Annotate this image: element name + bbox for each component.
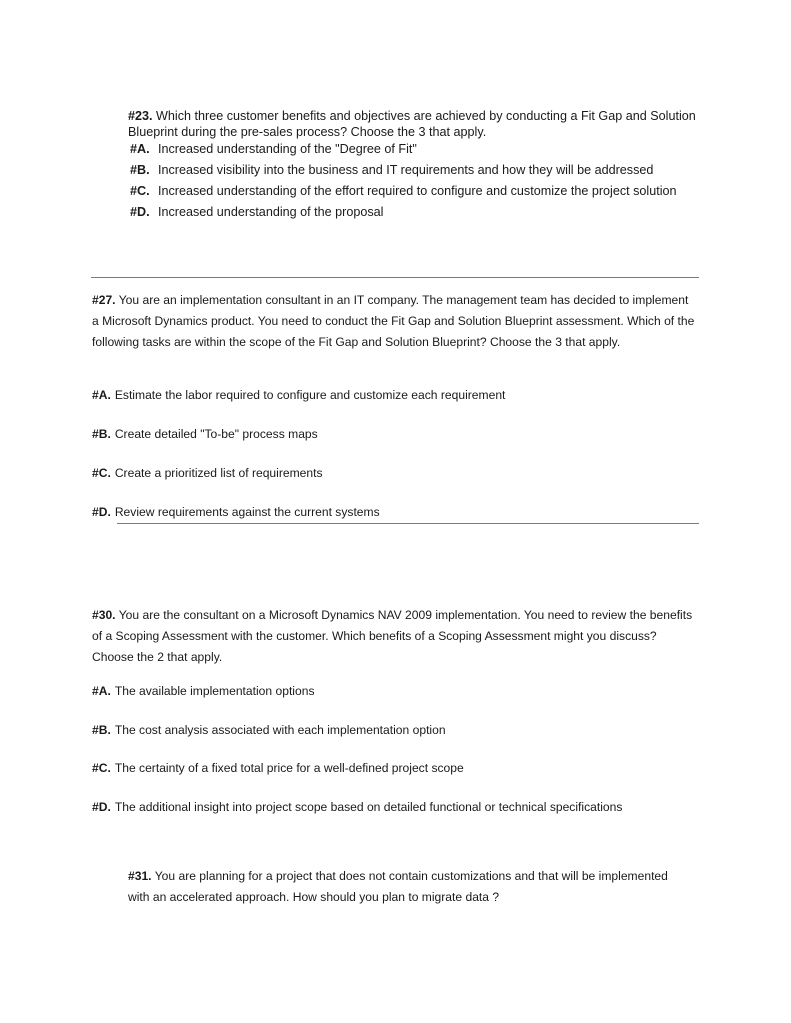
option-key: #B. (92, 427, 111, 441)
question-stem (92, 290, 698, 353)
option-text: The cost analysis associated with each implementation option (114, 723, 446, 737)
question-23 (128, 108, 698, 220)
question-stem (128, 866, 668, 908)
question-stem (128, 108, 698, 140)
option-key: #B. (130, 163, 150, 177)
option-b (92, 426, 318, 442)
option-text: The available implementation options (114, 684, 315, 698)
option-text: Review requirements against the current systems (114, 505, 380, 519)
option-key: #D. (92, 505, 111, 519)
option-c (92, 760, 464, 776)
option-text: Increased understanding of the effort required to configure and customize the project solution (158, 184, 677, 198)
option-c (92, 465, 323, 481)
option-a (128, 141, 698, 157)
question-text: You are the consultant on a Microsoft Dynamics NAV 2009 implementation. You need to review the benefits of a Scoping Assessment with the customer. Which benefits of a Scoping Assessment might you discuss? Choose the 2 that apply. (92, 608, 693, 664)
question-number: #31. (128, 869, 152, 883)
question-number: #23. (128, 109, 153, 123)
option-a (92, 387, 505, 403)
option-key: #C. (92, 761, 111, 775)
question-number: #27. (92, 293, 116, 307)
option-d (92, 504, 380, 520)
question-stem (92, 605, 698, 668)
option-key: #D. (130, 205, 150, 219)
option-b (128, 162, 698, 178)
question-30 (92, 605, 698, 820)
option-key: #A. (92, 388, 111, 402)
option-a (92, 683, 315, 699)
option-d (92, 799, 622, 815)
option-key: #A. (92, 684, 111, 698)
option-b (92, 722, 446, 738)
option-text: The additional insight into project scope based on detailed functional or technical specifications (114, 800, 623, 814)
option-key: #C. (92, 466, 111, 480)
option-c (128, 183, 698, 199)
option-key: #B. (92, 723, 111, 737)
option-text: Estimate the labor required to configure and customize each requirement (114, 388, 506, 402)
option-text: Increased understanding of the proposal (158, 205, 384, 219)
question-number: #30. (92, 608, 116, 622)
divider (91, 277, 699, 278)
option-text: Increased understanding of the "Degree of Fit" (158, 142, 417, 156)
option-d (128, 204, 698, 220)
question-text: Which three customer benefits and objectives are achieved by conducting a Fit Gap and Solution Blueprint during the pre-sales process? Choose the 3 that apply. (128, 109, 696, 139)
option-text: Increased visibility into the business and IT requirements and how they will be addressed (158, 163, 654, 177)
question-text: You are planning for a project that does not contain customizations and that will be implemented with an accelerated approach. How should you plan to migrate data ? (128, 869, 668, 904)
option-key: #A. (130, 142, 150, 156)
option-text: The certainty of a fixed total price for a well-defined project scope (114, 761, 464, 775)
option-key: #D. (92, 800, 111, 814)
option-key: #C. (130, 184, 150, 198)
question-31 (128, 866, 668, 908)
option-text: Create a prioritized list of requirements (114, 466, 323, 480)
option-text: Create detailed "To-be" process maps (114, 427, 318, 441)
question-27 (92, 290, 698, 525)
question-text: You are an implementation consultant in an IT company. The management team has decided to implement a Microsoft Dynamics product. You need to conduct the Fit Gap and Solution Blueprint assessment. Which of the following tasks are within the scope of the Fit Gap and Solution Blueprint? Choose the 3 that apply. (92, 293, 695, 349)
divider (117, 523, 699, 524)
